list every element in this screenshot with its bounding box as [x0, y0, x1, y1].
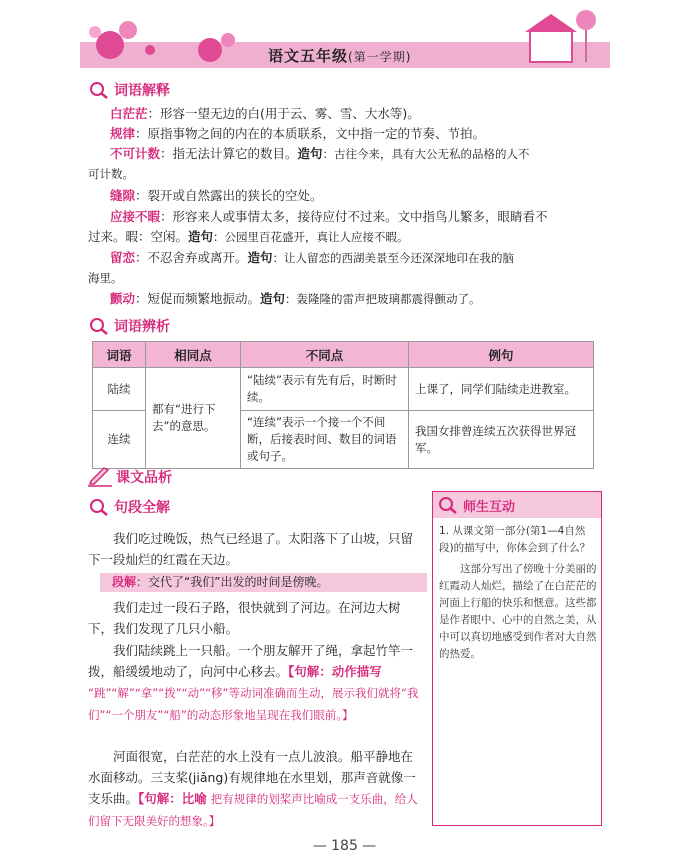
- table-header: 相同点: [146, 342, 241, 368]
- section-cybx: [88, 316, 170, 336]
- text-paragraph: 我们走过一段石子路，很快就到了河边。在河边大树下，我们发现了几只小船。: [88, 600, 401, 636]
- vocab-item: 应接不暇：形容来人或事情太多，接待应付不过来。文中指鸟儿繁多，眼睛看不: [110, 209, 548, 224]
- vocab-item: 白茫茫：形容一望无边的白(用于云、雾、雪、大水等)。: [110, 106, 420, 121]
- section-title: 词语解释: [114, 83, 170, 99]
- section-title: 词语辨析: [114, 319, 170, 335]
- side-answer: 这部分写出了傍晚十分美丽的红霞动人灿烂，描绘了在白茫茫的河面上行船的快乐和惬意。这些都是作者眼中、心中的自然之美，从中可以真切地感受到作者对大自然的热爱。: [439, 563, 597, 660]
- page-header: [0, 0, 689, 75]
- table-row: [93, 368, 594, 411]
- text-paragraph: 我们陆续跳上一只船。一个朋友解开了绳，拿起竹竿一拨，船缓缓地动了，向河中心移去。【句解：动作描写 “跳”“解”“拿”“拨”“动”“移”等动词准确而生动，展示我们就将“我们”“一个朋友”“船”的动态形象地呈现在我们眼前。】: [88, 643, 419, 722]
- table-header: 词语: [93, 342, 146, 368]
- magnifier-icon: [88, 497, 110, 517]
- section-title: 句段全解: [114, 500, 170, 516]
- header-title: 语文五年级: [268, 47, 349, 65]
- vocab-item: 缝隙：裂开或自然露出的狭长的空处。: [110, 188, 323, 203]
- table-cell-word: 陆续: [93, 368, 146, 411]
- pencil-icon: [88, 467, 112, 487]
- table-cell-diff: “陆续”表示有先有后，时断时续。: [241, 368, 409, 411]
- vocab-item: 颤动：短促而频繁地振动。造句：轰隆隆的雷声把玻璃都震得颤动了。: [110, 291, 481, 306]
- side-header: [433, 492, 601, 518]
- section-title: 课文品析: [116, 470, 172, 486]
- text-paragraph: 我们吃过晚饭，热气已经退了。太阳落下了山坡，只留下一段灿烂的红霞在天边。: [88, 531, 414, 567]
- header-subtitle: (第一学期): [348, 50, 412, 64]
- table-cell-example: 我国女排曾连续五次获得世界冠军。: [409, 411, 594, 469]
- magnifier-icon: [437, 495, 459, 515]
- page-number: — 185 —: [312, 838, 377, 854]
- section-jdqj: [88, 497, 170, 517]
- table-cell-word: 连续: [93, 411, 146, 469]
- table-cell-same: 都有“进行下去”的意思。: [146, 368, 241, 469]
- table-header: 例句: [409, 342, 594, 368]
- side-content: [439, 523, 597, 663]
- section-title: 师生互动: [463, 499, 516, 515]
- teacher-student-box: [432, 491, 602, 826]
- vocab-item-cont: 海里。: [88, 271, 123, 285]
- magnifier-icon: [88, 316, 110, 336]
- comparison-table: [92, 341, 594, 469]
- vocab-item: 留恋：不忍舍弃或离开。造句：让人留恋的西湖美景至今还深深地印在我的脑: [110, 250, 515, 265]
- table-cell-diff: “连续”表示一个接一个不间断，后接表时间、数目的词语或句子。: [241, 411, 409, 469]
- table-header: 不同点: [241, 342, 409, 368]
- vocab-item: 不可计数：指无法计算它的数目。造句：古往今来，具有大公无私的品格的人不: [110, 146, 530, 161]
- duanjie-note: 段解：交代了“我们”出发的时间是傍晚。: [100, 573, 427, 592]
- section-kwpx: [88, 467, 172, 487]
- text-paragraph: 河面很宽，白茫茫的水上没有一点儿波浪。船平静地在水面移动。三支桨(jiǎng)有规律地在水里划，那声音就像一支乐曲。【句解：比喻 把有规律的划桨声比喻成一支乐曲，给人们留下无限美好的想象。】: [88, 749, 418, 828]
- vocab-item-cont: 可计数。: [88, 167, 134, 181]
- side-question: 1. 从课文第一部分(第1—4自然段)的描写中，你体会到了什么？: [439, 525, 591, 554]
- vocab-item: 规律：原指事物之间的内在的本质联系，文中指一定的节奏、节拍。: [110, 126, 486, 141]
- magnifier-icon: [88, 80, 110, 100]
- table-cell-example: 上课了，同学们陆续走进教室。: [409, 368, 594, 411]
- section-cyjs: [88, 80, 170, 100]
- vocab-item-cont: 过来。暇：空闲。造句：公园里百花盛开，真让人应接不暇。: [88, 229, 409, 244]
